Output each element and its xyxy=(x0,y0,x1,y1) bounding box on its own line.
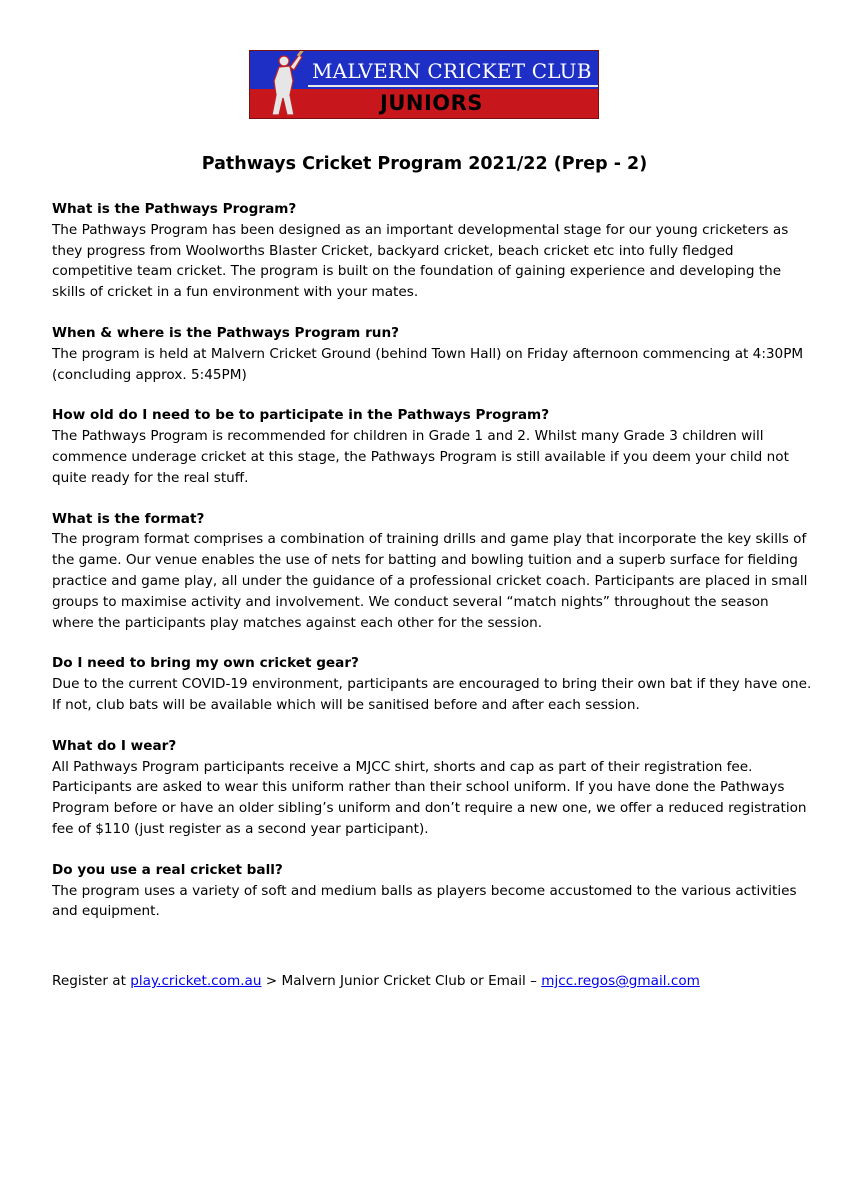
faq-question: What is the Pathways Program? xyxy=(52,201,297,217)
faq-answer: The program is held at Malvern Cricket Ground (behind Town Hall) on Friday afternoon commencing at 4:30PM (concluding approx. 5:45PM) xyxy=(52,345,804,383)
faq-section-ball xyxy=(52,860,812,922)
faq-question: What do I wear? xyxy=(52,737,177,754)
faq-answer: The program format comprises a combination of training drills and game play that incorporate the key skills of the game. Our venue enables the use of nets for batting and bowling tuition and a superb surface for fielding practice and game play, all under the guidance of a professional cricket coach. Participants are placed in small groups to maximise activity and involvement. We conduct several “match nights” throughout the season where the participants play matches against each other for the session. xyxy=(52,531,808,631)
faq-answer: The Pathways Program is recommended for children in Grade 1 and 2. Whilst many Grade 3 children will commence underage cricket at this stage, the Pathways Program is still available if you deem your child not quite ready for the real stuff. xyxy=(52,428,789,486)
page-title: Pathways Cricket Program 2021/22 (Prep - 2) xyxy=(201,154,648,174)
play-cricket-link[interactable]: play.cricket.com.au xyxy=(130,973,262,989)
email-link[interactable]: mjcc.regos@gmail.com xyxy=(541,973,700,989)
logo-club-name: MALVERN CRICKET CLUB xyxy=(312,59,592,83)
faq-question: What is the format? xyxy=(52,510,205,527)
faq-question: Do I need to bring my own cricket gear? xyxy=(52,655,359,672)
faq-answer: The Pathways Program has been designed as an important developmental stage for our young cricketers as they progress from Woolworths Blaster Cricket, backyard cricket, beach cricket etc into fully fledged competitive team cricket. The program is built on the foundation of gaining experience and developing the skills of cricket in a fun environment with your mates. xyxy=(52,221,789,301)
club-logo xyxy=(249,50,599,119)
faq-section-age xyxy=(52,405,812,488)
faq-section-wear xyxy=(52,736,812,840)
faq-section-when-where xyxy=(52,323,812,385)
faq-content xyxy=(52,199,812,942)
faq-question: How old do I need to be to participate in the Pathways Program? xyxy=(52,407,550,424)
faq-section-gear xyxy=(52,653,812,715)
register-prefix: Register at xyxy=(52,973,131,989)
register-middle: > Malvern Junior Cricket Club or Email – xyxy=(261,973,542,989)
faq-question: When & where is the Pathways Program run? xyxy=(52,324,400,341)
faq-section-format xyxy=(52,509,812,634)
faq-section-what-is xyxy=(52,199,812,303)
faq-answer: The program uses a variety of soft and medium balls as players become accustomed to the various activities and equipment. xyxy=(52,882,797,920)
faq-question: Do you use a real cricket ball? xyxy=(52,861,283,878)
register-line xyxy=(52,971,700,992)
logo-subtitle: JUNIORS xyxy=(380,91,483,115)
faq-answer: Due to the current COVID-19 environment, participants are encouraged to bring their own bat if they have one. If not, club bats will be available which will be sanitised before and after each session. xyxy=(52,676,812,713)
faq-answer: All Pathways Program participants receive a MJCC shirt, shorts and cap as part of their registration fee. Participants are asked to wear this uniform rather than their school uniform. If you have done the Pathways Program before or have an older sibling’s uniform and don’t require a new one, we offer a reduced registration fee of $110 (just register as a second year participant). xyxy=(52,758,807,837)
